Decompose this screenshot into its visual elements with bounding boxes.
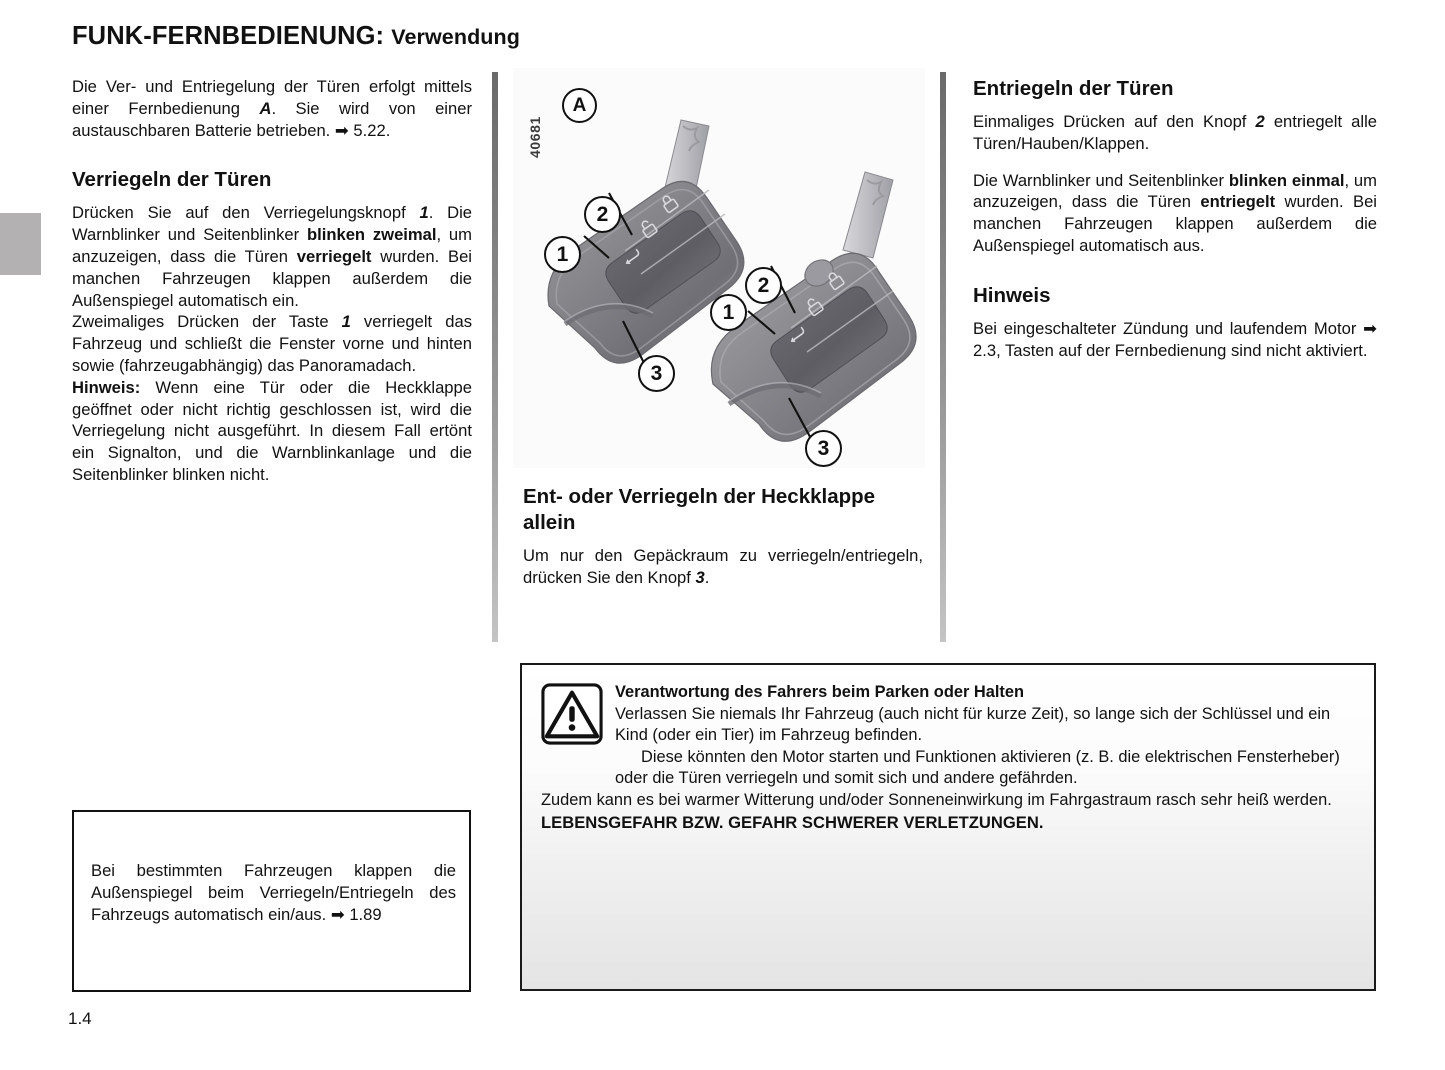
figure-callout-3-left: 3	[638, 355, 675, 392]
left-paragraph-3	[72, 377, 472, 486]
right-paragraph-3: Bei eingeschalteter Zündung und laufendem Motor ➡ 2.3, Tasten auf der Fernbedienung sind nicht aktiviert.	[973, 318, 1377, 360]
figure-callout-2-right: 2	[745, 267, 782, 304]
middle-column	[523, 484, 923, 589]
figure-callout-2-left: 2	[584, 196, 621, 233]
figure-callout-1-left: 1	[544, 236, 581, 273]
left-intro-text: Die Ver- und Entriegelung der Türen erfolgt mittels einer Fernbedienung A. Sie wird von einer austauschbaren Batterie betrieben. ➡ 5.22.	[72, 77, 472, 140]
right-column	[973, 76, 1377, 361]
right-paragraph-2: Die Warnblinker und Seitenblinker blinken einmal, um anzuzeigen, dass die Türen entriegelt wurden. Bei manchen Fahrzeugen klappen außerdem die Außenspiegel automatisch aus.	[973, 170, 1377, 255]
page-title	[72, 22, 520, 51]
column-divider-right	[940, 72, 946, 642]
warning-body	[541, 682, 1355, 833]
left-column	[72, 76, 472, 486]
warning-line-2: Diese könnten den Motor starten und Funktionen aktivieren (z. B. die elektrischen Fensterheber) oder die Türen verriegeln und somit sich und andere gefährden.	[615, 747, 1340, 788]
column-divider-left	[492, 72, 498, 642]
heading-verriegeln-der-tueren: Verriegeln der Türen	[72, 168, 272, 192]
warning-box	[520, 663, 1376, 991]
warning-title: Verantwortung des Fahrers beim Parken oder Halten	[615, 683, 1024, 701]
right-paragraph-1: Einmaliges Drücken auf den Knopf 2 entriegelt alle Türen/Hauben/Klappen.	[973, 112, 1377, 153]
warning-line-3: Zudem kann es bei warmer Witterung und/oder Sonneneinwirkung im Fahrgastraum rasch sehr heiß werden.	[541, 790, 1332, 809]
warning-triangle-icon	[541, 683, 603, 745]
warning-danger-text: LEBENSGEFAHR BZW. GEFAHR SCHWERER VERLETZUNGEN.	[541, 812, 1044, 832]
figure-panel-remote-keys	[513, 68, 925, 468]
left-intro-paragraph	[72, 76, 472, 141]
heading-ent-oder-verriegeln: Ent- oder Verriegeln der Heckklappe allein	[523, 485, 876, 534]
page-title-sub: Verwendung	[391, 25, 521, 49]
figure-callout-1-right: 1	[710, 294, 747, 331]
figure-code: 40681	[527, 116, 543, 158]
middle-paragraph-1: Um nur den Gepäckraum zu verriegeln/entriegeln, drücken Sie den Knopf 3.	[523, 546, 923, 587]
page-number: 1.4	[68, 1009, 92, 1028]
left-paragraph-1: Drücken Sie auf den Verriegelungsknopf 1. Die Warnblinker und Seitenblinker blinken zweimal, um anzuzeigen, dass die Türen verriegelt wurden. Bei manchen Fahrzeugen klappen außerdem die Außenspiegel automatisch ein.	[72, 203, 472, 310]
info-note-text: Bei bestimmten Fahrzeugen klappen die Außenspiegel beim Verriegeln/Entriegeln des Fahrzeugs automatisch ein/aus. ➡ 1.89	[91, 861, 456, 924]
page-title-main: FUNK-FERNBEDIENUNG:	[72, 22, 385, 50]
warning-lead	[615, 682, 1355, 790]
left-paragraph-3-text: Wenn eine Tür oder die Heckklappe geöffnet oder nicht richtig geschlossen ist, wird die Verriegelung nicht ausgeführt. In diesem Fall ertönt ein Signalton, und die Warnblinkanlage und die Seitenblinker blinken nicht.	[72, 377, 472, 484]
info-note-box	[72, 810, 471, 992]
heading-entriegeln-der-tueren: Entriegeln der Türen	[973, 77, 1174, 100]
left-paragraph-2: Zweimaliges Drücken der Taste 1 verriegelt das Fahrzeug und schließt die Fenster vorne und hinten sowie (fahrzeugabhängig) das Panoramadach.	[72, 312, 472, 375]
figure-callout-3-right: 3	[805, 430, 842, 467]
heading-hinweis: Hinweis	[973, 283, 1051, 307]
hinweis-label: Hinweis:	[72, 377, 141, 397]
figure-label-a: A	[562, 88, 597, 123]
chapter-thumb-tab	[0, 213, 41, 275]
warning-line-1: Verlassen Sie niemals Ihr Fahrzeug (auch nicht für kurze Zeit), so lange sich der Schlüssel und ein Kind (oder ein Tier) im Fahrzeug befinden.	[615, 704, 1331, 745]
